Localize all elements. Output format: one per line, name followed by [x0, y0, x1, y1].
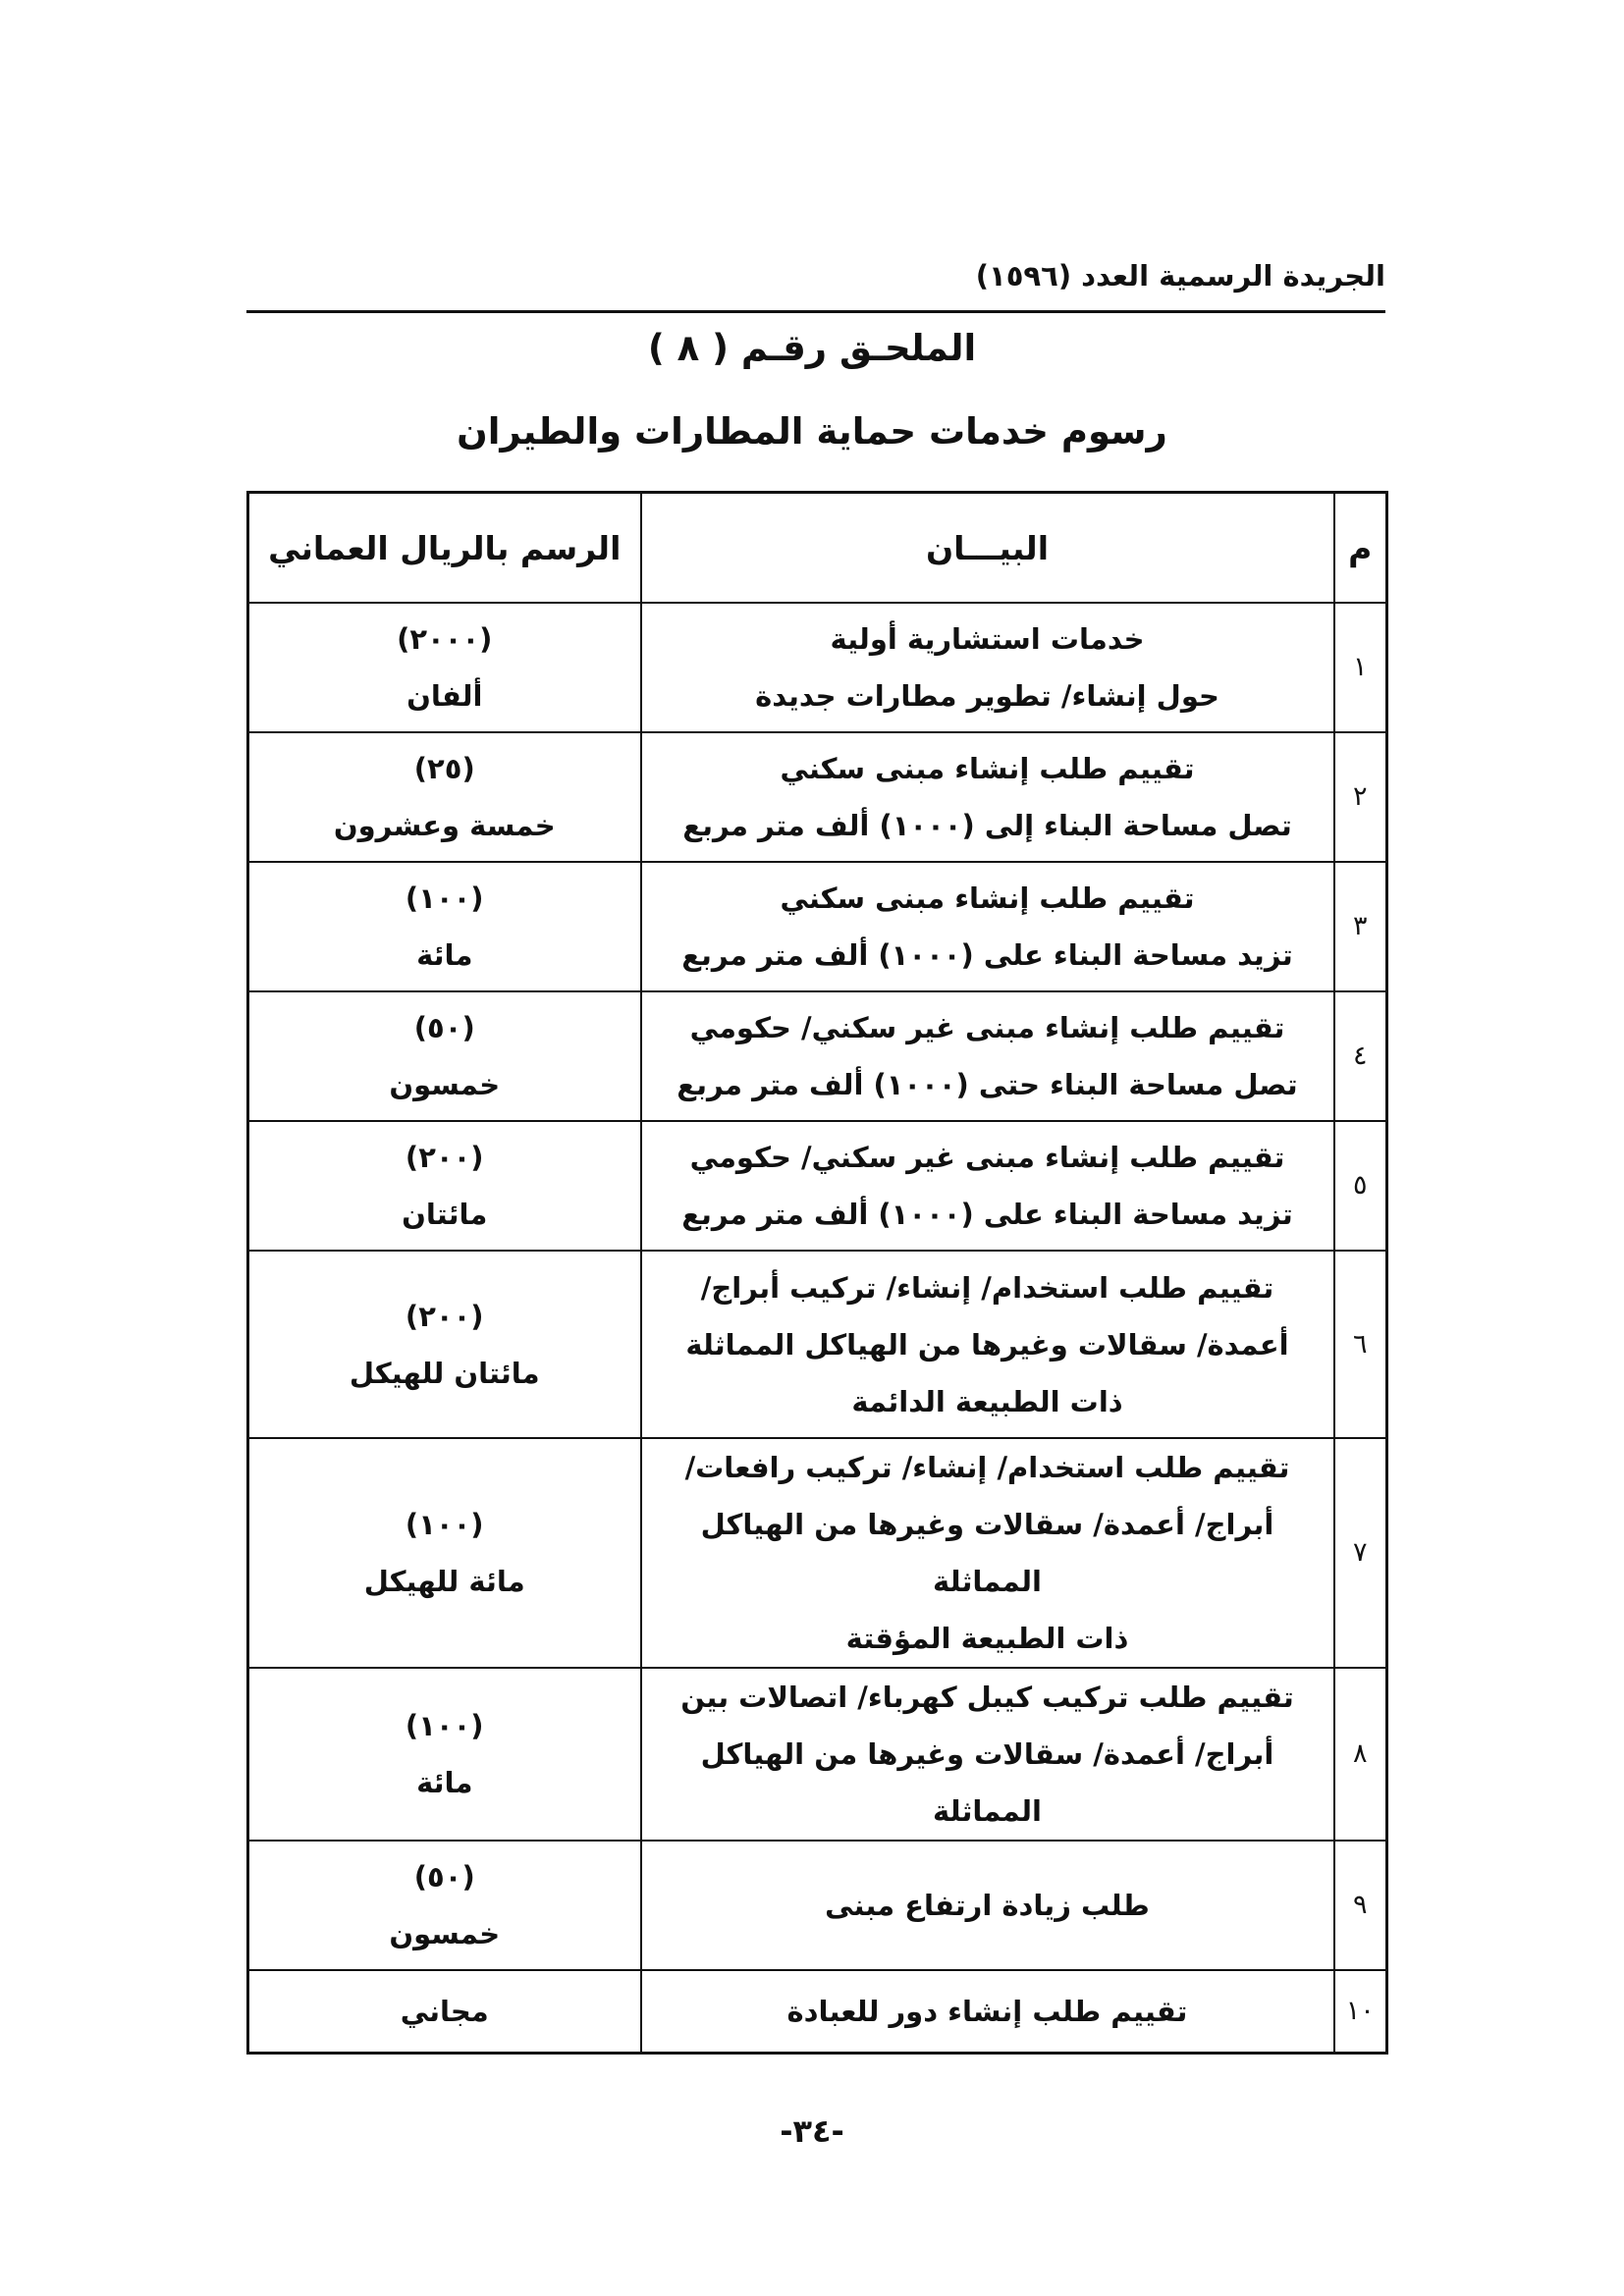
row-description	[641, 862, 1334, 991]
row-number: ١٠	[1334, 1970, 1387, 2053]
header-number: م	[1334, 493, 1387, 604]
row-fee	[248, 732, 641, 862]
fee-words: ألفان	[406, 679, 483, 713]
row-description	[641, 991, 1334, 1121]
description-line: تزيد مساحة البناء على (١٠٠٠) ألف متر مربع	[681, 938, 1293, 972]
fee-words: خمسون	[389, 1917, 501, 1950]
description-line: تقييم طلب تركيب كيبل كهرباء/ اتصالات بين	[680, 1681, 1294, 1714]
row-fee	[248, 1251, 641, 1438]
table-row	[248, 1251, 1387, 1438]
description-line: تقييم طلب إنشاء مبنى غير سكني/ حكومي	[689, 1011, 1285, 1044]
fee-words: مائة	[416, 1766, 473, 1799]
fee-words: مائة	[416, 938, 473, 972]
fee-words: مائتان للهيكل	[349, 1356, 540, 1390]
description-line: تقييم طلب إنشاء مبنى سكني	[780, 881, 1195, 915]
fee-amount: (١٠٠)	[405, 1709, 484, 1742]
description-line: ذات الطبيعة المؤقتة	[845, 1622, 1129, 1655]
description-line: ذات الطبيعة الدائمة	[851, 1384, 1123, 1418]
fee-amount: (٥٠)	[413, 1011, 475, 1044]
table-row	[248, 1841, 1387, 1970]
fee-amount: (١٠٠)	[405, 1508, 484, 1541]
row-number: ٧	[1334, 1438, 1387, 1668]
row-description	[641, 603, 1334, 732]
row-number: ١	[1334, 603, 1387, 732]
row-description	[641, 1121, 1334, 1251]
gazette-header: الجريدة الرسمية العدد (١٥٩٦)	[975, 259, 1385, 293]
row-number: ٥	[1334, 1121, 1387, 1251]
fee-words: مائة للهيكل	[363, 1565, 525, 1598]
page-header	[246, 257, 1385, 313]
table-row	[248, 862, 1387, 991]
description-line: تقييم طلب إنشاء مبنى غير سكني/ حكومي	[689, 1141, 1285, 1174]
row-fee	[248, 1121, 641, 1251]
row-fee	[248, 862, 641, 991]
table-row	[248, 1668, 1387, 1841]
description-line: طلب زيادة ارتفاع مبنى	[825, 1889, 1150, 1922]
fee-words: مائتان	[402, 1198, 488, 1231]
fee-words: مجاني	[400, 1994, 489, 2028]
description-line: حول إنشاء/ تطوير مطارات جديدة	[755, 679, 1219, 713]
table-row	[248, 1970, 1387, 2053]
table-title: رسوم خدمات حماية المطارات والطيران	[457, 410, 1167, 453]
header-fee: الرسم بالريال العماني	[248, 493, 641, 604]
page-number: -٣٤-	[780, 2112, 844, 2150]
header-description: البيـــان	[641, 493, 1334, 604]
row-description	[641, 1438, 1334, 1668]
table-row	[248, 732, 1387, 862]
description-line: تقييم طلب استخدام/ إنشاء/ تركيب رافعات/	[684, 1451, 1290, 1484]
fee-words: خمسة وعشرون	[333, 809, 556, 842]
table-row	[248, 1121, 1387, 1251]
description-line: تصل مساحة البناء حتى (١٠٠٠) ألف متر مربع	[677, 1068, 1298, 1101]
row-fee	[248, 1438, 641, 1668]
fee-amount: (٢٠٠)	[405, 1299, 484, 1333]
description-line: تصل مساحة البناء إلى (١٠٠٠) ألف متر مربع	[682, 809, 1292, 842]
description-line: أبراج/ أعمدة/ سقالات وغيرها من الهياكل المماثلة	[700, 1508, 1274, 1598]
row-description	[641, 1970, 1334, 2053]
row-fee	[248, 991, 641, 1121]
description-line: تزيد مساحة البناء على (١٠٠٠) ألف متر مربع	[681, 1198, 1293, 1231]
row-number: ٣	[1334, 862, 1387, 991]
table-row	[248, 1438, 1387, 1668]
table-row	[248, 991, 1387, 1121]
row-fee	[248, 1668, 641, 1841]
row-fee	[248, 603, 641, 732]
description-line: تقييم طلب إنشاء مبنى سكني	[780, 752, 1195, 785]
row-fee	[248, 1841, 641, 1970]
fee-amount: (٢٠٠٠)	[397, 622, 493, 656]
description-line: تقييم طلب إنشاء دور للعبادة	[786, 1994, 1188, 2028]
fees-table	[246, 491, 1388, 2055]
description-line: أبراج/ أعمدة/ سقالات وغيرها من الهياكل المماثلة	[700, 1737, 1274, 1828]
row-number: ٩	[1334, 1841, 1387, 1970]
fee-amount: (٢٠٠)	[405, 1141, 484, 1174]
row-description	[641, 1251, 1334, 1438]
row-description	[641, 732, 1334, 862]
table-row	[248, 603, 1387, 732]
annex-title: الملحـق رقـم ( ٨ )	[647, 327, 977, 369]
description-line: أعمدة/ سقالات وغيرها من الهياكل المماثلة	[685, 1327, 1289, 1362]
description-line: تقييم طلب استخدام/ إنشاء/ تركيب أبراج/	[700, 1270, 1274, 1305]
table-header-row	[248, 493, 1387, 604]
fee-amount: (١٠٠)	[405, 881, 484, 915]
description-line: خدمات استشارية أولية	[830, 622, 1145, 656]
fee-words: خمسون	[389, 1068, 501, 1101]
row-number: ٤	[1334, 991, 1387, 1121]
row-fee	[248, 1970, 641, 2053]
row-description	[641, 1668, 1334, 1841]
row-number: ٦	[1334, 1251, 1387, 1438]
row-number: ٨	[1334, 1668, 1387, 1841]
fee-amount: (٥٠)	[413, 1860, 475, 1894]
row-number: ٢	[1334, 732, 1387, 862]
row-description	[641, 1841, 1334, 1970]
fee-amount: (٢٥)	[413, 752, 475, 785]
